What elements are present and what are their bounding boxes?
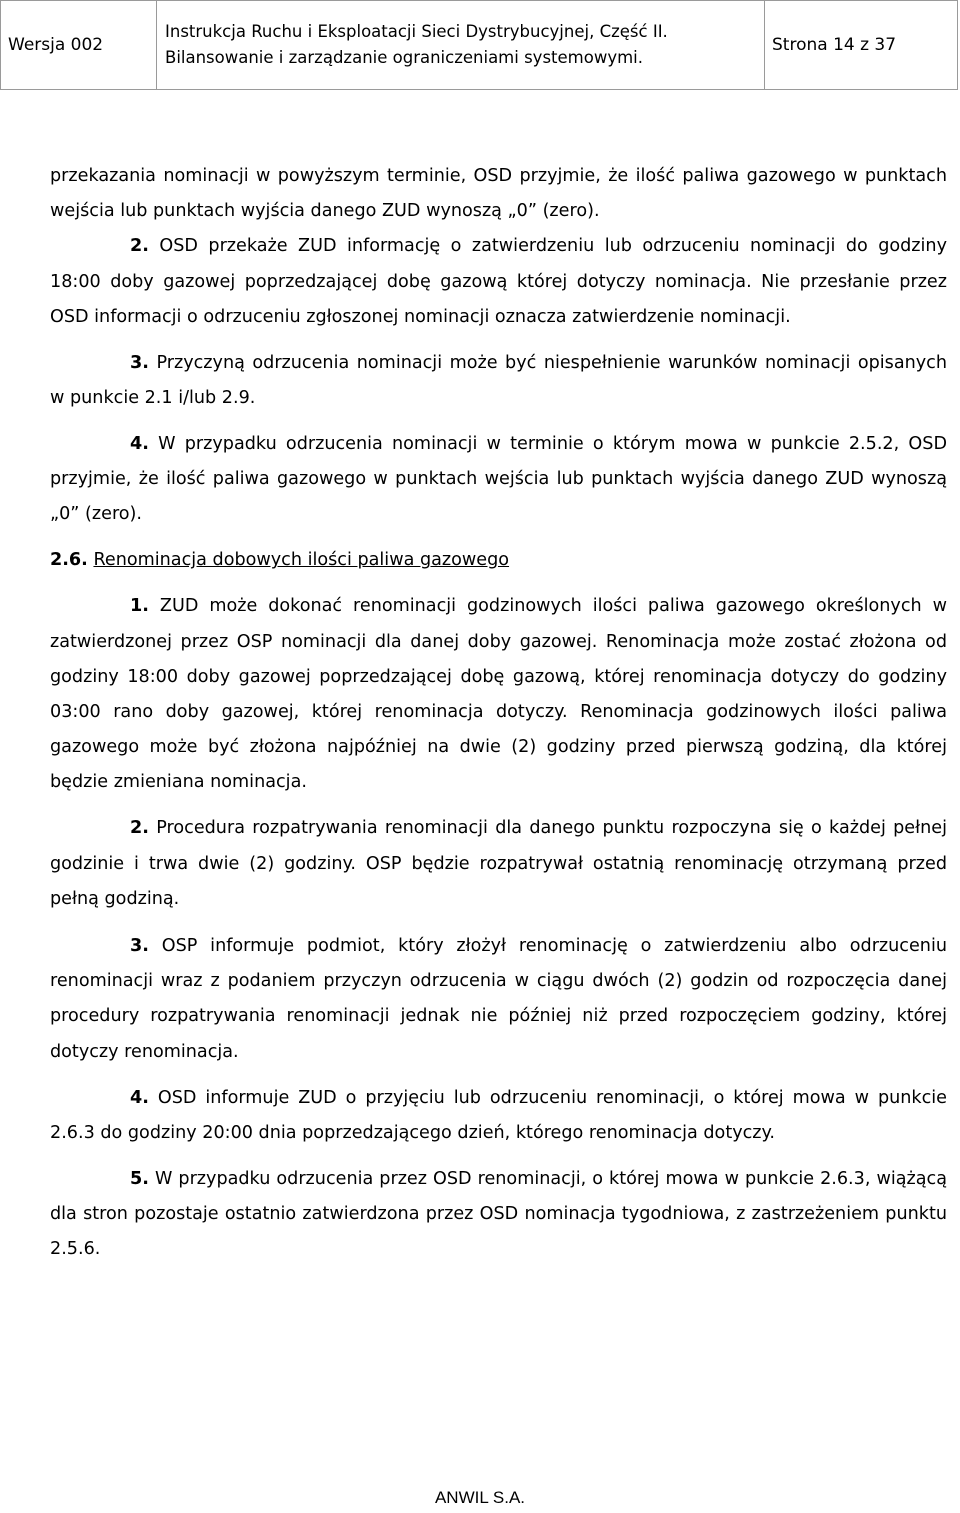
item-number: 2. [130,236,149,257]
item-text: W przypadku odrzucenia nominacji w terminie o którym mowa w punkcie 2.5.2, OSD przyjmie, że ilość paliwa gazowego w punktach wejścia lub punktach wyjścia danego ZUD wynoszą „0” (zero). [50,434,947,525]
item-text: OSD przekaże ZUD informację o zatwierdzeniu lub odrzuceniu nominacji do godziny 18:00 doby gazowej poprzedzającej dobę gazową której dotyczy nominacja. Nie przesłanie przez OSD informacji o odrzuceniu zgłoszonej nominacji oznacza zatwierdzenie nominacji. [50,236,947,327]
document-body [50,159,947,1267]
item-number: 3. [130,352,149,373]
item-text: Procedura rozpatrywania renominacji dla danego punktu rozpoczyna się o każdej pełnej godzinie i trwa dwie (2) godziny. OSP będzie rozpatrywał ostatnią renominację otrzymaną przed pełną godziną. [50,818,947,909]
list-item [50,1081,947,1151]
item-text: OSP informuje podmiot, który złożył renominację o zatwierdzeniu albo odrzuceniu renominacji wraz z podaniem przyczyn odrzucenia w ciągu dwóch (2) godzin od rozpoczęcia danej procedury rozpatrywania renominacji jednak nie później niż przed rozpoczęciem godziny, której dotyczy renominacja. [50,936,947,1062]
item-number: 1. [130,596,149,617]
page-number-label: Strona 14 z 37 [772,35,897,55]
item-text: W przypadku odrzucenia przez OSD renominacji, o której mowa w punkcie 2.6.3, wiążącą dla stron pozostaje ostatnio zatwierdzona przez OSD nominacja tygodniowa, z zastrzeżeniem punktu 2.5.6. [50,1168,947,1260]
version-label: Wersja 002 [8,35,104,55]
item-number: 3. [130,936,149,957]
title-line-1: Instrukcja Ruchu i Eksploatacji Sieci Dystrybucyjnej, Część II. [165,22,668,41]
section-title: Renominacja dobowych ilości paliwa gazowego [93,550,510,571]
item-text: Przyczyną odrzucenia nominacji może być niespełnienie warunków nominacji opisanych w punkcie 2.1 i/lub 2.9. [50,352,947,409]
page-header [0,0,958,90]
document-title [157,1,765,89]
list-item [50,589,947,800]
item-text: OSD informuje ZUD o przyjęciu lub odrzuceniu renominacji, o której mowa w punkcie 2.6.3 do godziny 20:00 dnia poprzedzającego dzień, którego renominacja dotyczy. [50,1087,947,1143]
item-number: 4. [130,434,149,455]
list-item [50,229,947,335]
page-footer [0,1488,960,1508]
item-text: ZUD może dokonać renominacji godzinowych ilości paliwa gazowego określonych w zatwierdzonej przez OSP nominacji dla danej doby gazowej. Renominacja może zostać złożona od godziny 18:00 doby gazowej poprzedzającej dobę gazową, której renominacja dotyczy do godziny 03:00 rano doby gazowej, której renominacja dotyczy. Renominacja godzinowych ilości paliwa gazowego może być złożona najpóźniej na dwie (2) godziny przed pierwszą godziną, dla której będzie zmieniana nominacja. [50,596,947,793]
page-number [765,1,957,89]
section-heading [50,543,947,578]
intro-paragraph: przekazania nominacji w powyższym terminie, OSD przyjmie, że ilość paliwa gazowego w punktach wejścia lub punktach wyjścia danego ZUD wynoszą „0” (zero). [50,166,947,222]
document-version [1,1,157,89]
list-item [50,427,947,533]
title-line-2: Bilansowanie i zarządzanie ograniczeniami systemowymi. [165,48,643,67]
item-number: 5. [130,1168,149,1189]
list-item [50,929,947,1070]
footer-company: ANWIL S.A. [434,1488,526,1507]
item-number: 4. [130,1087,149,1108]
list-item [50,1162,947,1268]
list-item [50,811,947,917]
section-number: 2.6. [50,550,88,571]
list-item [50,346,947,416]
item-number: 2. [130,818,149,839]
